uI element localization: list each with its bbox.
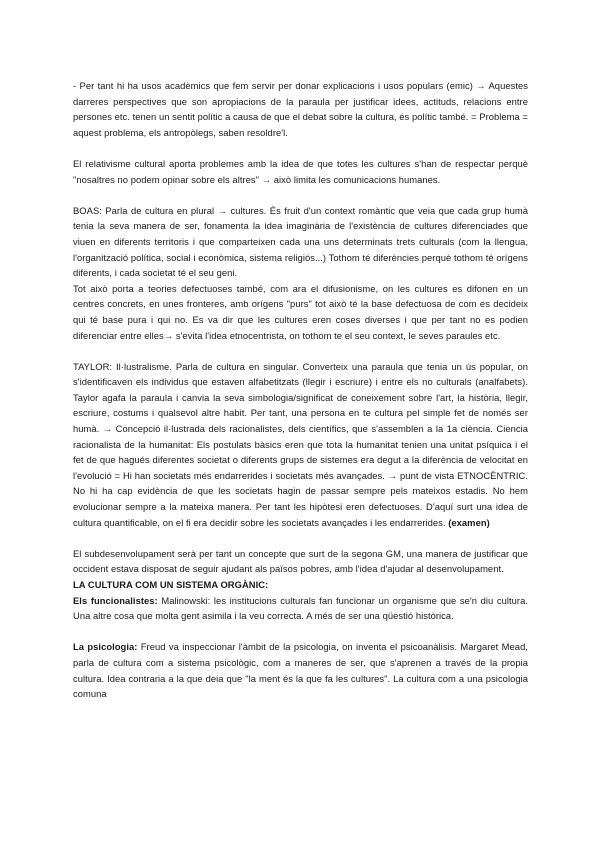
spacer [73,343,528,359]
psicologia-heading: La psicologia: [73,641,138,653]
spacer [73,624,528,640]
paragraph-difusionisme: Tot això porta a teories defectuoses també, com ara el difusionisme, on les cultures es difonen en un centres concrets, en unes fronteres, amb orígens "purs" tot això té la base defectuosa de com es decideix qui té base pura i qui no. Es va dir que les cultures eren coses diverses i que per tant no es podien diferenciar entre elles→ s'evita l'idea etnocentrista, on tothom te el seu context, le seves paraules etc. [73,282,528,341]
paragraph-usos: - Per tant hi ha usos acadèmics que fem servir per donar explicacions i usos populars (emic) → Aquestes darreres perspectives que son apropiacions de la paraula per justificar idees, actituds, relacions entre persones etc. tenen un sentit polític a causa de que el debat sobre la cultura, és polític també. = Problema = aquest problema, els antropòlegs, saben resoldre'l. [73,80,528,138]
spacer [73,140,528,156]
spacer [73,187,528,203]
paragraph-relativisme: El relativisme cultural aporta problemes amb la idea de que totes les cultures s'han de respectar perquè "nosaltres no podem opinar sobre els altres" → això limita les comunicacions humanes. [73,157,528,185]
taylor-text: TAYLOR: Il·lustralisme. Parla de cultura en singular. Converteix una paraula que tenia un ús popular, on s'identificaven els individus que estaven alfabetitzats (llegir i escriure) i entre els no culturals (analfabets). Taylor agafa la paraula i canvia la seva simbologia/significat de coneixement sobre l'art, la història, llegir, escriure, costums i qualsevol altre habit. Per tant, una persona en te cultura pel simple fet de només ser humà. → Concepció il·lustrada dels racionalistes, dels científics, que s'assemblen a la 1a ciència. Ciencia racionalista de la humanitat: Els postulats bàsics eren que tota la humanitat tenien una unitat psíquica i el fet de que hagués diferentes societat o diferents grups de sistemes era degut a la diferència de velocitat en l'evolució = Hi han societats més endarrerides i societats més avançades. → punt de vista ETNOCÈNTRIC. No hi ha cap evidència de que les societats hagin de passar sempre pels mateixos estadis. No hem evolucionar sempre a la mateixa manera. Per tant les hipòtesi eren defectuoses. D'aquí surt una idea de cultura quantificable, on el fi era decidir sobre les societats avançades i les endarrerides. [73,360,528,528]
boas-text: Parla de cultura en plural → cultures. És fruit d'un context romàntic que veia que cada grup humà tenia la seva manera de ser, fonamenta la idea imaginària de l'existència de cultures diferenciades que viuen en diferents territoris i que comparteixen cada una uns determinats trets culturals (com la llengua, l'organització política, social i econòmica, sistema religiós...) Tothom té diferències perquè tothom té orígens diferents, i cada societat té el seu geni. [73,204,528,279]
boas-heading: BOAS: [73,204,102,216]
paragraph-psicologia [73,639,528,701]
paragraph-subdesenvolupament: El subdesenvolupament serà per tant un concepte que surt de la segona GM, una manera de justificar que occident estava disposat de seguir ajudant als països pobres, amb l'idea d'ajudar al desenvolupament. [73,547,528,575]
spacer [73,530,528,546]
paragraph-taylor [73,359,528,531]
psicologia-text: Freud va inspeccionar l'àmbit de la psicologia, on inventa el psicoanàlisis. Margaret Mead, parla de cultura com a sistema psicològic, com a maneres de ser, que s'aprenen a través de la propia cultura. Idea contraria a la que deia que "la ment és la que fa les cultures". La cultura com a una psicologia comuna [73,641,528,700]
paragraph-boas [73,203,528,281]
exam-note: (examen) [445,516,490,528]
paragraph-funcionalistes [73,593,528,624]
section-title: LA CULTURA COM UN SISTEMA ORGÀNIC: [73,579,269,590]
funcionalistes-heading: Els funcionalistes: [73,594,158,606]
funcionalistes-text: Malinowski: les institucions culturals fan funcionar un organisme que se'n diu cultura. Una altre cosa que molta gent asimila i la veu correcta. A més de ser una qüestió històrica. [73,594,528,622]
